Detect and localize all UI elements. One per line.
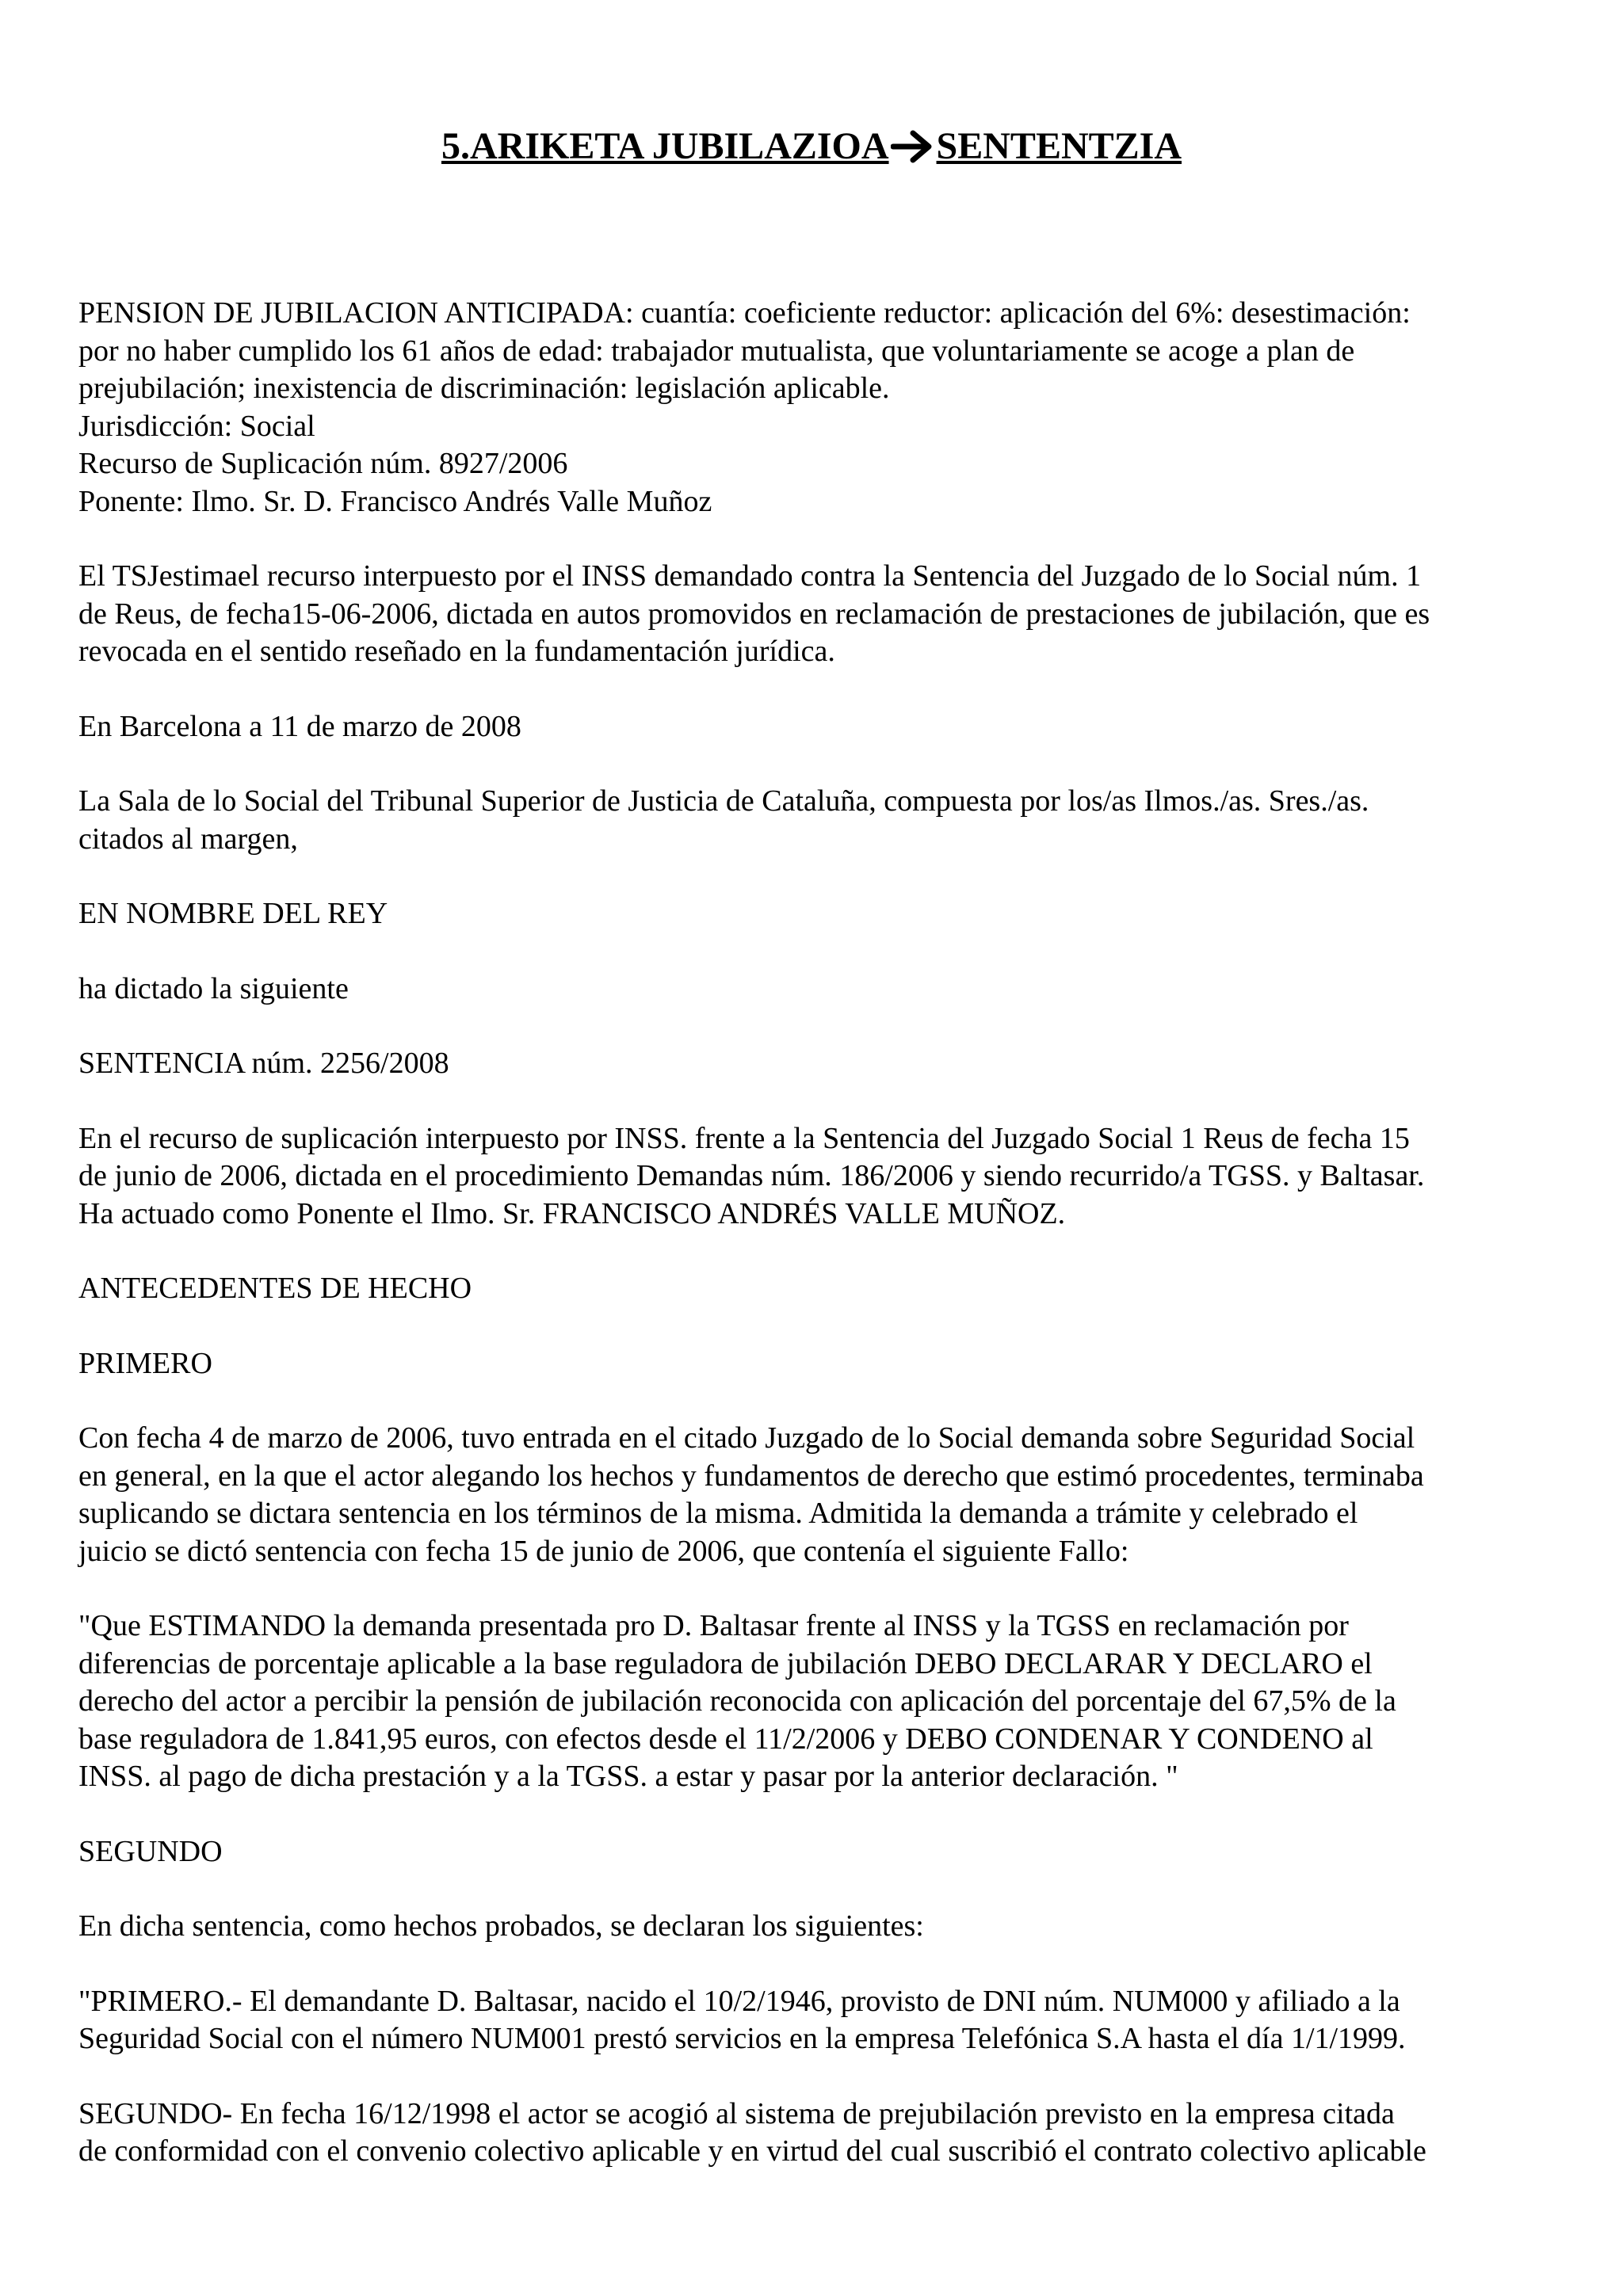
paragraph-line: juicio se dictó sentencia con fecha 15 de junio de 2006, que contenía el siguiente Fallo: [78, 1534, 1129, 1568]
page-title [0, 119, 1623, 174]
paragraph-line: En el recurso de suplicación interpuesto por INSS. frente a la Sentencia del Juzgado Social 1 Reus de fecha 15 [78, 1121, 1410, 1155]
paragraph-line: Seguridad Social con el número NUM001 prestó servicios en la empresa Telefónica S.A hasta el día 1/1/1999. [78, 2022, 1406, 2055]
decision-paragraph [78, 558, 1568, 671]
paragraph-line: en general, en la que el actor alegando los hechos y fundamentos de derecho que estimó procedentes, terminaba [78, 1459, 1424, 1493]
paragraph-line: "PRIMERO.- El demandante D. Baltasar, nacido el 10/2/1946, provisto de DNI núm. NUM000 y afiliado a la [78, 1984, 1400, 2018]
title-part-2: SENTENTZIA [936, 125, 1182, 167]
has-dictated-line: ha dictado la siguiente [78, 971, 349, 1005]
primero-heading: PRIMERO [78, 1346, 212, 1380]
right-arrow-icon [891, 129, 935, 164]
segundo-heading: SEGUNDO [78, 1834, 223, 1868]
paragraph-line: SEGUNDO- En fecha 16/12/1998 el actor se acogió al sistema de prejubilación previsto en la empresa citada [78, 2096, 1395, 2130]
appeal-number-line: Recurso de Suplicación núm. 8927/2006 [78, 447, 568, 480]
paragraph-line: diferencias de porcentaje aplicable a la base reguladora de jubilación DEBO DECLARAR Y DECLARO el [78, 1646, 1373, 1680]
paragraph-line: revocada en el sentido reseñado en la fundamentación jurídica. [78, 635, 835, 668]
antecedentes-heading: ANTECEDENTES DE HECHO [78, 1272, 472, 1305]
paragraph-line: derecho del actor a percibir la pensión de jubilación reconocida con aplicación del porcentaje del 67,5% de la [78, 1684, 1396, 1718]
paragraph-line: de Reus, de fecha15-06-2006, dictada en autos promovidos en reclamación de prestaciones de jubilación, que es [78, 597, 1430, 631]
summary-line: por no haber cumplido los 61 años de edad: trabajador mutualista, que voluntariamente se acoge a plan de [78, 334, 1355, 368]
paragraph-line: suplicando se dictara sentencia en los términos de la misma. Admitida la demanda a trámite y celebrado el [78, 1497, 1358, 1530]
paragraph-line: de junio de 2006, dictada en el procedimiento Demandas núm. 186/2006 y siendo recurrido/a TGSS. y Baltasar. [78, 1159, 1425, 1192]
paragraph-line: Ha actuado como Ponente el Ilmo. Sr. FRANCISCO ANDRÉS VALLE MUÑOZ. [78, 1196, 1066, 1230]
summary-line: prejubilación; inexistencia de discriminación: legislación aplicable. [78, 372, 890, 405]
paragraph-line: El TSJestimael recurso interpuesto por el INSS demandado contra la Sentencia del Juzgado de lo Social núm. 1 [78, 559, 1422, 593]
summary-block [78, 295, 1568, 521]
in-name-heading: EN NOMBRE DEL REY [78, 897, 388, 930]
document-body [78, 295, 1568, 2171]
jurisdiction-line: Jurisdicción: Social [78, 409, 315, 443]
primero-paragraph [78, 1420, 1568, 1570]
paragraph-line: citados al margen, [78, 822, 298, 856]
hechos-intro: En dicha sentencia, como hechos probados, se declaran los siguientes: [78, 1909, 924, 1943]
sentence-number: SENTENCIA núm. 2256/2008 [78, 1047, 449, 1080]
appeal-paragraph [78, 1120, 1568, 1234]
paragraph-line: base reguladora de 1.841,95 euros, con efectos desde el 11/2/2006 y DEBO CONDENAR Y CONDENO al [78, 1722, 1373, 1756]
title-part-1: 5.ARIKETA JUBILAZIOA [441, 125, 889, 167]
place-date: En Barcelona a 11 de marzo de 2008 [78, 709, 521, 743]
paragraph-line: "Que ESTIMANDO la demanda presentada pro D. Baltasar frente al INSS y la TGSS en reclamación por [78, 1609, 1349, 1642]
speaker-line: Ponente: Ilmo. Sr. D. Francisco Andrés Valle Muñoz [78, 484, 712, 518]
court-paragraph [78, 783, 1568, 858]
paragraph-line: de conformidad con el convenio colectivo aplicable y en virtud del cual suscribió el contrato colectivo aplicable [78, 2134, 1426, 2168]
paragraph-line: La Sala de lo Social del Tribunal Superior de Justicia de Cataluña, compuesta por los/as Ilmos./as. Sres./as. [78, 784, 1369, 818]
fallo-paragraph [78, 1608, 1568, 1796]
summary-line: PENSION DE JUBILACION ANTICIPADA: cuantía: coeficiente reductor: aplicación del 6%: desestimación: [78, 296, 1411, 330]
hecho-segundo-paragraph [78, 2096, 1568, 2171]
paragraph-line: Con fecha 4 de marzo de 2006, tuvo entrada en el citado Juzgado de lo Social demanda sobre Seguridad Social [78, 1421, 1415, 1455]
paragraph-line: INSS. al pago de dicha prestación y a la TGSS. a estar y pasar por la anterior declaración. " [78, 1760, 1178, 1793]
hecho-primero-paragraph [78, 1983, 1568, 2058]
